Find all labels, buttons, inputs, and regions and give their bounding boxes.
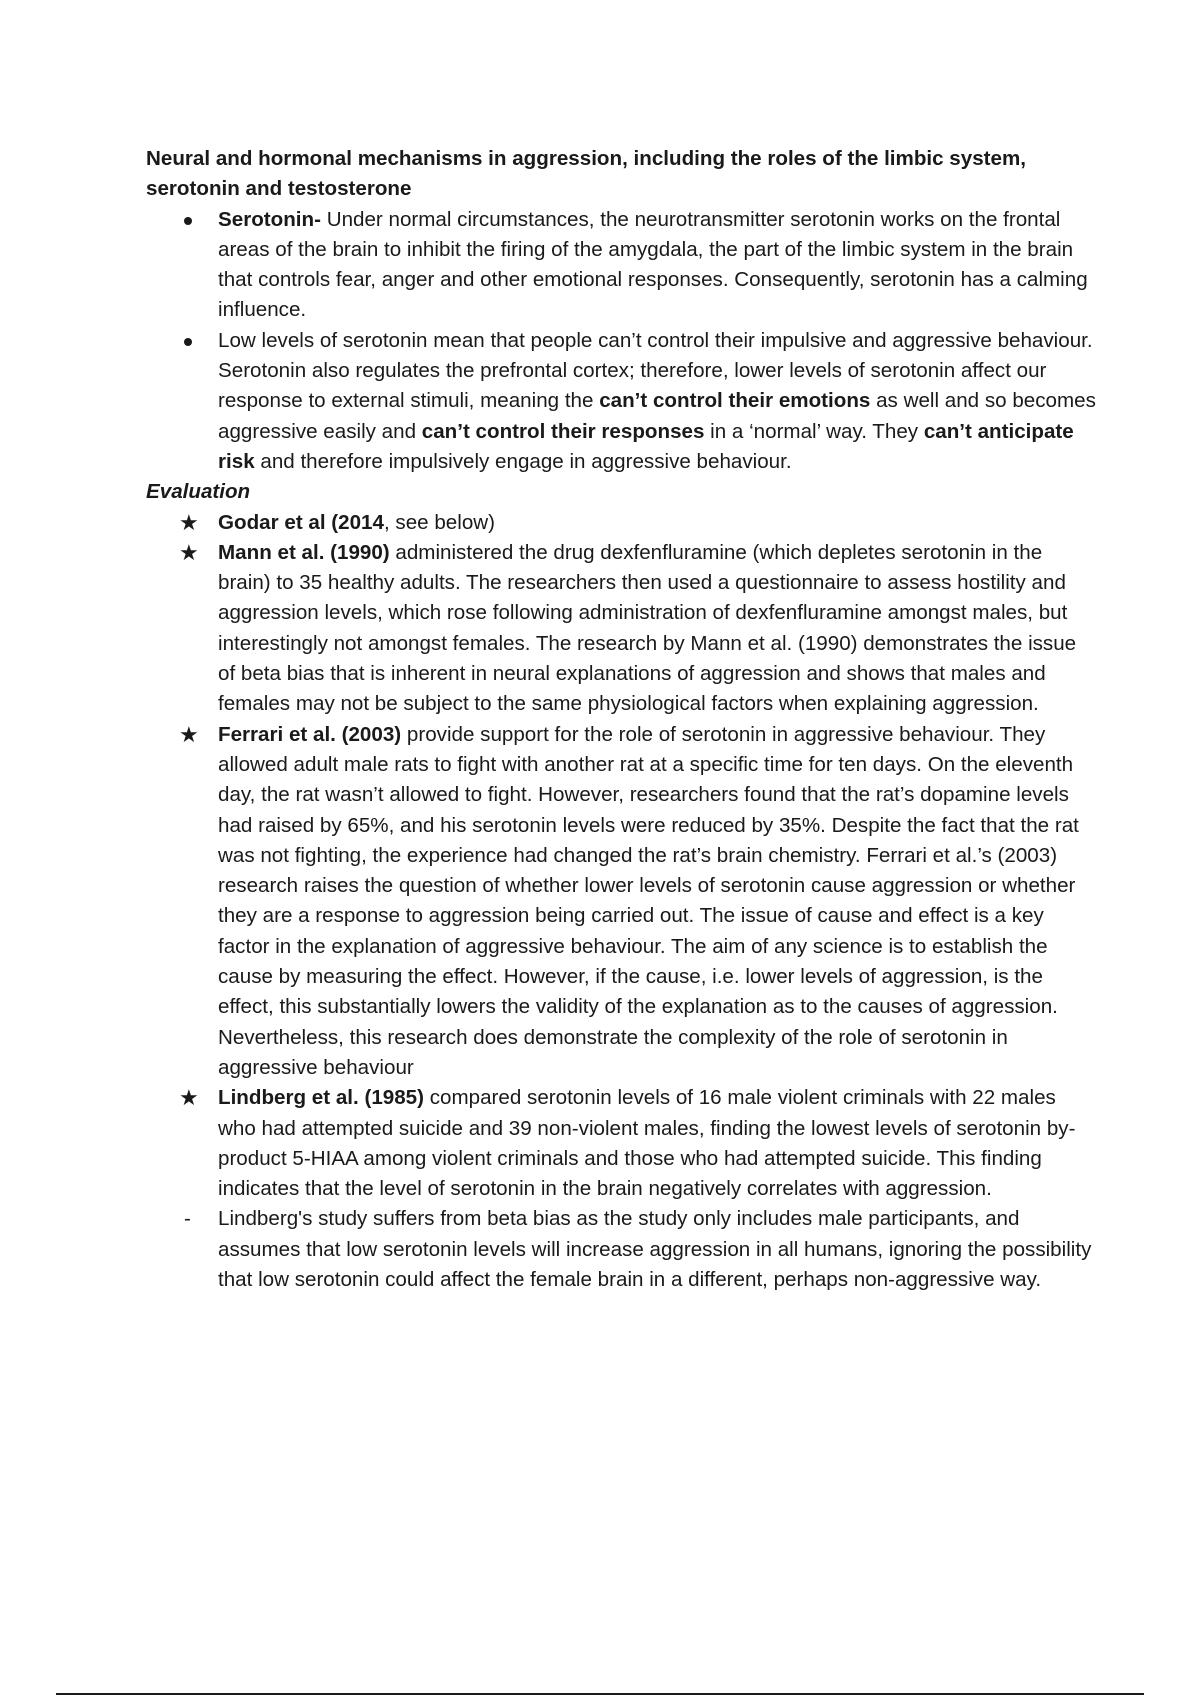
bullet-text: in a ‘normal’ way. They <box>704 419 924 443</box>
study-citation: Godar et al (2014 <box>218 510 384 534</box>
footer-divider <box>56 1693 1144 1695</box>
evaluation-list <box>146 508 1096 1296</box>
evaluation-text: compared serotonin levels of 16 male violent criminals with 22 males who had attempted suicide and 39 non-violent males, finding the lowest levels of serotonin by-product 5-HIAA among violent criminals and those who had attempted suicide. This finding indicates that the level of serotonin in the brain negatively correlates with aggression. <box>218 1086 1076 1201</box>
emphasis-text: can’t control their emotions <box>599 389 871 413</box>
bullet-icon <box>184 217 192 225</box>
evaluation-item-mann <box>146 538 1096 720</box>
star-icon: ★ <box>179 539 199 565</box>
evaluation-item-ferrari <box>146 720 1096 1084</box>
evaluation-text: provide support for the role of serotonin in aggressive behaviour. They allowed adult male rats to fight with another rat at a specific time for ten days. On the eleventh day, the rat wasn’t allowed to fight. However, researchers found that the rat’s dopamine levels had raised by 65%, and his serotonin levels were reduced by 35%. Despite the fact that the rat was not fighting, the experience had changed the rat’s brain chemistry. Ferrari et al.’s (2003) research raises the question of whether lower levels of serotonin cause aggression or whether they are a response to aggression being carried out. The issue of cause and effect is a key factor in the explanation of aggressive behaviour. The aim of any science is to establish the cause by measuring the effect. However, if the cause, i.e. lower levels of aggression, is the effect, this substantially lowers the validity of the explanation as to the causes of aggression. Nevertheless, this research does demonstrate the complexity of the role of serotonin in aggressive behaviour <box>218 722 1079 1079</box>
star-icon: ★ <box>179 1085 199 1111</box>
star-icon: ★ <box>179 509 199 535</box>
evaluation-item-lindberg <box>146 1083 1096 1204</box>
star-icon: ★ <box>179 721 199 747</box>
study-citation: Mann et al. (1990) <box>218 540 390 564</box>
bullet-text: as well and so becomes aggressive easily and <box>218 389 1096 443</box>
bullet-text: Under normal circumstances, the neurotransmitter serotonin works on the frontal areas of the brain to inhibit the firing of the amygdala, the part of the limbic system in the brain that controls fear, anger and other emotional responses. Consequently, serotonin has a calming influence. <box>218 207 1088 322</box>
bullet-text: Low levels of serotonin mean that people can’t control their impulsive and aggressive behaviour. Serotonin also regulates the prefrontal cortex; therefore, lower levels of serotonin affect our response to external stimuli, meaning the <box>218 328 1093 413</box>
emphasis-text: can’t control their responses <box>421 419 705 443</box>
document-body <box>146 144 1096 1295</box>
evaluation-text: , see below) <box>383 510 496 534</box>
evaluation-item-lindberg-critique <box>146 1204 1096 1295</box>
study-citation: Lindberg et al. (1985) <box>218 1086 424 1110</box>
dash-icon: - <box>184 1207 191 1231</box>
bullet-item-serotonin <box>146 205 1096 326</box>
evaluation-heading: Evaluation <box>146 480 251 504</box>
serotonin-bullet-list <box>146 205 1096 478</box>
page-title: Neural and hormonal mechanisms in aggression, including the roles of the limbic system, serotonin and testosterone <box>146 147 1027 201</box>
bullet-item-low-serotonin <box>146 326 1096 477</box>
bullet-icon <box>184 338 192 346</box>
evaluation-item-godar <box>146 508 1096 538</box>
evaluation-text: administered the drug dexfenfluramine (which depletes serotonin in the brain) to 35 healthy adults. The researchers then used a questionnaire to assess hostility and aggression levels, which rose following administration of dexfenfluramine amongst males, but interestingly not amongst females. The research by Mann et al. (1990) demonstrates the issue of beta bias that is inherent in neural explanations of aggression and shows that males and females may not be subject to the same physiological factors when explaining aggression. <box>218 540 1077 716</box>
evaluation-text: Lindberg's study suffers from beta bias as the study only includes male participants, and assumes that low serotonin levels will increase aggression in all humans, ignoring the possibility that low serotonin could affect the female brain in a different, perhaps non-aggressive way. <box>218 1207 1092 1291</box>
emphasis-text: can’t anticipate risk <box>218 419 1074 473</box>
bullet-text: and therefore impulsively engage in aggressive behaviour. <box>254 449 792 473</box>
study-citation: Ferrari et al. (2003) <box>218 722 402 746</box>
bullet-lead: Serotonin- <box>218 207 321 231</box>
